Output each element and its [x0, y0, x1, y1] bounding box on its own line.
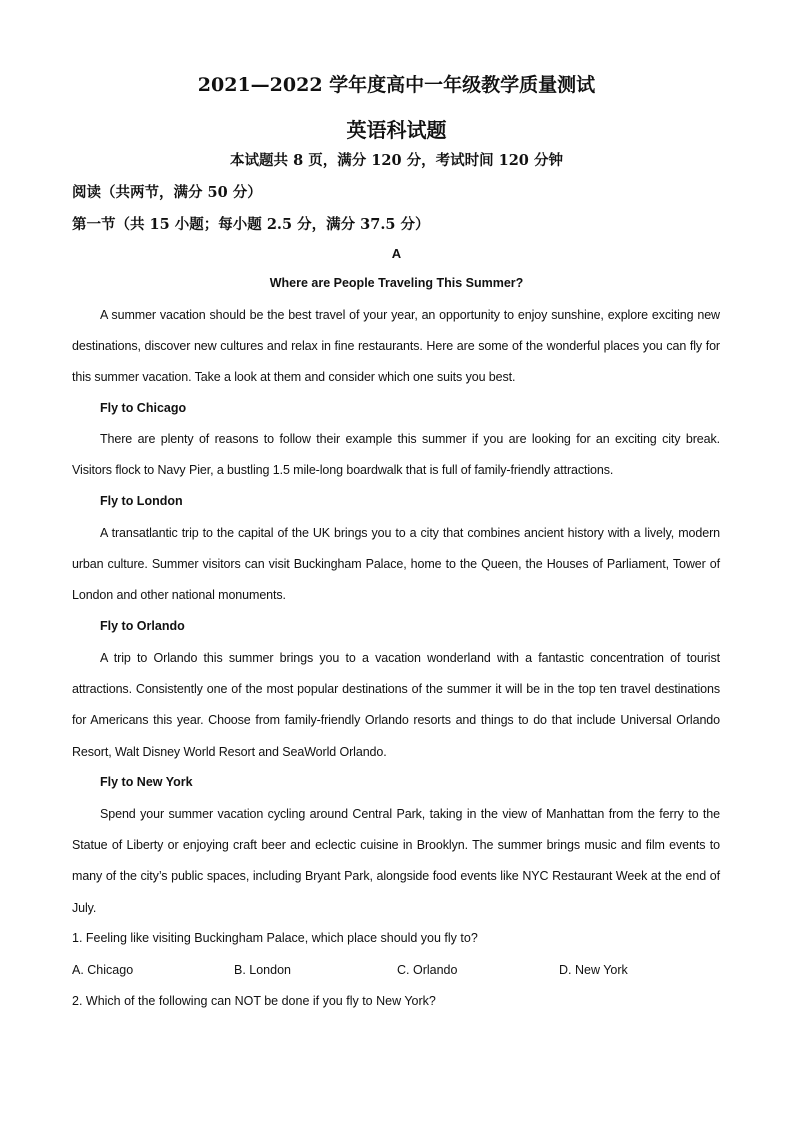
passage-letter: A: [391, 246, 402, 261]
passage-title: Where are People Traveling This Summer?: [269, 276, 524, 290]
heading-london: Fly to London: [100, 494, 183, 508]
paragraph-chicago: There are plenty of reasons to follow their example this summer if you are looking for an exciting city break. Visitors flock to Navy Pier, a bustling 1.5 mile-long boardwalk that is full of family-friendly attractions.: [72, 432, 720, 478]
heading-new-york: Fly to New York: [100, 775, 193, 789]
question-1: 1. Feeling like visiting Buckingham Palace, which place should you fly to?: [72, 931, 478, 945]
paragraph-orlando: A trip to Orlando this summer brings you to a vacation wonderland with a fantastic concentration of tourist attractions. Consistently one of the most popular destinations of the summer it will be in the top ten travel destinations for Americans this year. Choose from family-friendly Orlando resorts and things to do that include Universal Orlando Resort, Walt Disney World Resort and SeaWorld Orlando.: [72, 651, 720, 759]
heading-orlando: Fly to Orlando: [100, 619, 185, 633]
part-heading: 阅读（共两节，满分 50 分）: [72, 184, 262, 201]
passage-intro: A summer vacation should be the best travel of your year, an opportunity to enjoy sunshine, explore exciting new destinations, discover new cultures and relax in fine restaurants. Here are some of the wonderful places you can fly for this summer vacation. Take a look at them and consider which one suits you best.: [72, 308, 720, 385]
section-heading: 第一节（共 15 小题；每小题 2.5 分，满分 37.5 分）: [72, 216, 430, 233]
heading-chicago: Fly to Chicago: [100, 401, 187, 415]
question-1-option-a: A. Chicago: [72, 963, 134, 977]
paragraph-new-york: Spend your summer vacation cycling around Central Park, taking in the view of Manhattan from the ferry to the Statue of Liberty or enjoying craft beer and eclectic cuisine in Brooklyn. The summer brings music and film events to many of the city’s public spaces, including Bryant Park, alongside food events like NYC Restaurant Week at the end of July.: [72, 807, 720, 915]
question-2: 2. Which of the following can NOT be done if you fly to New York?: [72, 994, 436, 1008]
question-1-option-b: B. London: [234, 963, 291, 977]
question-1-option-d: D. New York: [559, 963, 628, 977]
subject-title: 英语科试题: [346, 118, 447, 142]
exam-title: 2021—2022 学年度高中一年级教学质量测试: [197, 74, 596, 96]
question-1-option-c: C. Orlando: [397, 963, 458, 977]
exam-info: 本试题共 8 页，满分 120 分，考试时间 120 分钟: [230, 152, 563, 169]
paragraph-london: A transatlantic trip to the capital of the UK brings you to a city that combines ancient history with a lively, modern urban culture. Summer visitors can visit Buckingham Palace, home to the Queen, the Houses of Parliament, Tower of London and other national monuments.: [72, 526, 720, 603]
